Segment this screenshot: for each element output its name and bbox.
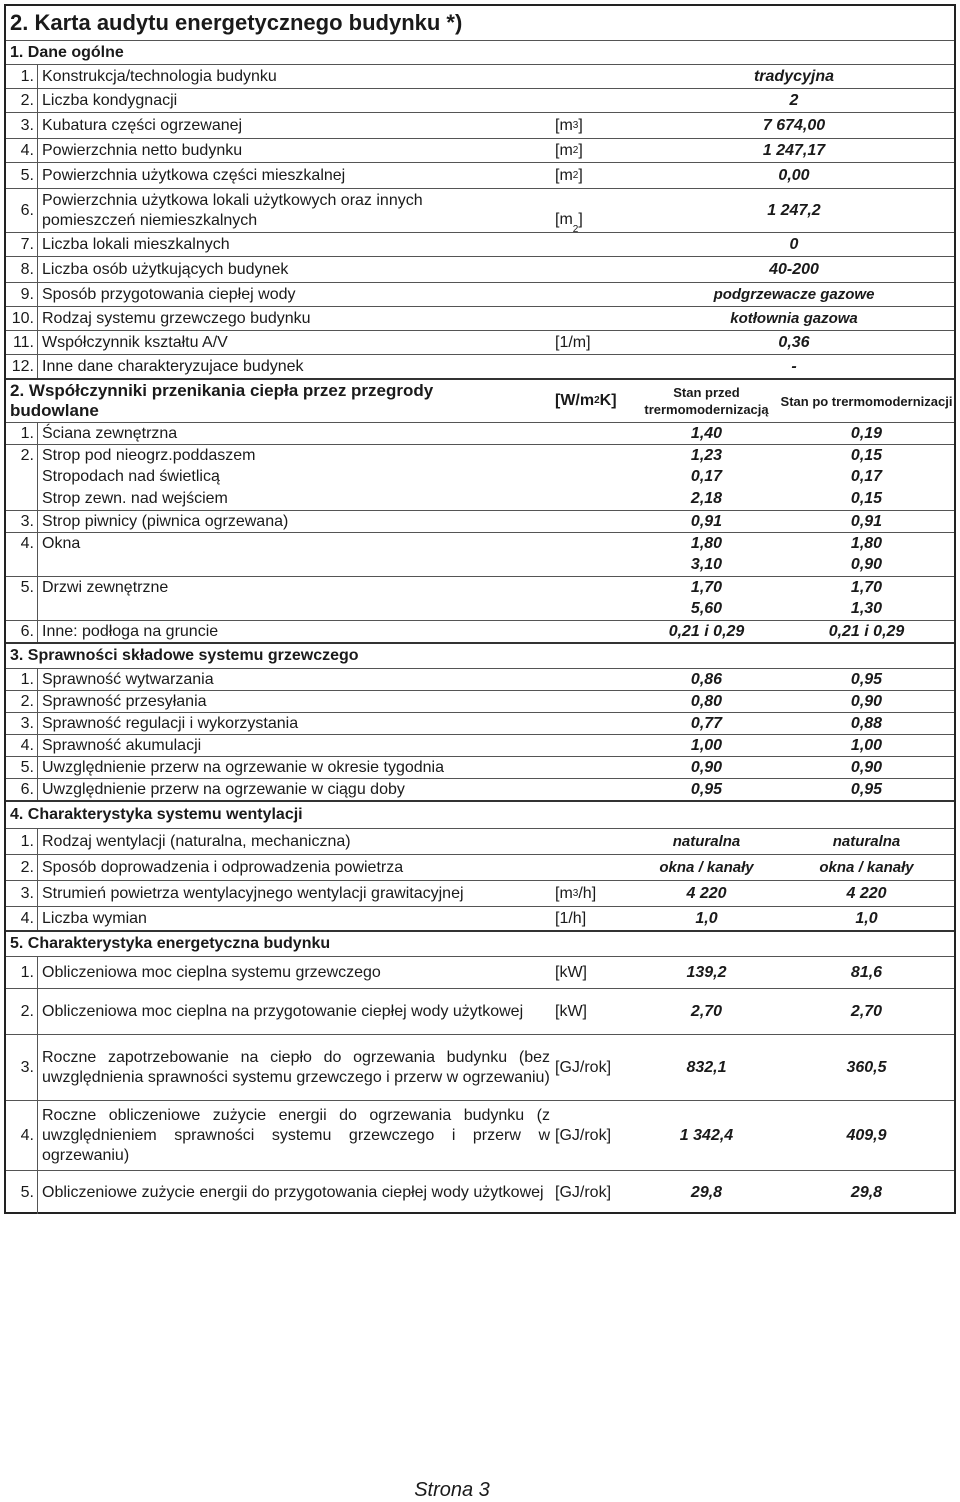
value-before: 0,80 (690, 692, 723, 710)
row-number: 4. (6, 533, 38, 554)
table-row (6, 282, 954, 306)
value-before: 0,17 (690, 468, 723, 485)
table-row (6, 1170, 954, 1214)
row-number: 4. (6, 139, 38, 162)
row-label: Uwzględnienie przerw na ogrzewanie w okresie tygodnia (42, 758, 444, 776)
table-row (6, 620, 954, 642)
row-unit: [m 2 ] (555, 211, 583, 235)
value-after: 0,88 (850, 714, 883, 732)
row-unit: [m 3 ] (555, 116, 583, 134)
row-unit: [GJ/rok] (555, 1183, 612, 1201)
value-before: 1,23 (690, 446, 723, 464)
value-before: 1,80 (690, 534, 723, 552)
value-before: 5,60 (690, 600, 723, 617)
row-number: 9. (6, 283, 38, 306)
table-row (6, 712, 954, 734)
table-row (6, 138, 954, 162)
value-after: 81,6 (850, 963, 883, 981)
table-row (6, 988, 954, 1034)
value-after: 1,70 (850, 578, 883, 596)
table-row (6, 64, 954, 88)
row-number: 3. (6, 713, 38, 734)
row-value: 0 (789, 235, 799, 253)
row-label: Inne: podłoga na gruncie (42, 622, 219, 640)
row-number: 3. (6, 511, 38, 532)
value-after: 0,90 (850, 758, 883, 776)
row-label: Powierzchnia użytkowa lokali użytkowych oraz innych pomieszczeń niemieszkalnych (42, 191, 423, 229)
value-after: 0,95 (850, 780, 883, 798)
row-number: 7. (6, 233, 38, 256)
row-number: 4. (6, 735, 38, 756)
row-label: Uwzględnienie przerw na ogrzewanie w ciągu doby (42, 780, 405, 798)
audit-card-table (4, 4, 956, 1214)
row-label (38, 598, 550, 620)
row-label: Strop pod nieogrz.poddaszem (42, 446, 256, 464)
row-number: 5. (6, 577, 38, 598)
table-row (6, 854, 954, 880)
row-unit: [GJ/rok] (555, 1058, 612, 1076)
row-label: Strop piwnicy (piwnica ogrzewana) (42, 512, 289, 530)
section-3-heading: 3. Sprawności składowe systemu grzewczego (10, 647, 359, 664)
row-number (6, 466, 38, 488)
value-before: 832,1 (686, 1058, 727, 1076)
after-column-header: Stan po trermomodernizacji (780, 393, 953, 409)
table-row (6, 510, 954, 532)
value-after: 2,70 (850, 1002, 883, 1020)
value-before: 0,90 (690, 758, 723, 776)
row-label: Strumień powietrza wentylacyjnego wentylacji grawitacyjnej (42, 884, 464, 902)
value-before: 1,40 (690, 424, 723, 442)
row-number: 3. (6, 1035, 38, 1100)
table-row (6, 880, 954, 906)
row-label: Kubatura części ogrzewanej (42, 116, 243, 134)
value-before: 1,70 (690, 578, 723, 596)
row-number: 11. (6, 331, 38, 354)
row-label: Powierzchnia użytkowa części mieszkalnej (42, 166, 346, 184)
table-row (6, 466, 954, 488)
value-after: 0,91 (850, 512, 883, 530)
row-number: 2. (6, 855, 38, 880)
value-after: 0,90 (850, 556, 883, 573)
row-label: Inne dane charakteryzujace budynek (42, 357, 304, 375)
value-before: 1 342,4 (679, 1126, 734, 1144)
table-row (6, 734, 954, 756)
row-number: 6. (6, 621, 38, 642)
row-label: Rodzaj systemu grzewczego budynku (42, 309, 311, 327)
row-number: 1. (6, 423, 38, 444)
value-after: 0,21 i 0,29 (828, 622, 905, 640)
table-row (6, 532, 954, 554)
row-number: 2. (6, 89, 38, 112)
table-row (6, 188, 954, 235)
row-number: 5. (6, 1171, 38, 1214)
page-number: Strona 3 (414, 1479, 490, 1501)
section-1-heading: 1. Dane ogólne (10, 43, 124, 61)
value-after: 409,9 (846, 1126, 887, 1144)
value-after: 29,8 (850, 1183, 883, 1201)
row-label: Ściana zewnętrzna (42, 424, 178, 442)
row-value: podgrzewacze gazowe (713, 285, 875, 303)
row-number: 5. (6, 757, 38, 778)
row-number: 3. (6, 881, 38, 906)
row-value: 0,36 (778, 333, 810, 351)
value-before: 2,70 (690, 1002, 723, 1020)
row-unit: [m 2 ] (555, 166, 583, 184)
value-after: 0,95 (850, 670, 883, 688)
row-label: Sprawność przesyłania (42, 692, 207, 710)
row-number (6, 554, 38, 576)
row-value: 2 (789, 91, 799, 109)
table-row (6, 162, 954, 188)
section-heading-row (6, 800, 954, 828)
value-before: okna / kanały (659, 858, 754, 876)
row-number: 1. (6, 669, 38, 690)
table-row (6, 554, 954, 576)
value-after: 0,15 (850, 490, 883, 507)
table-row (6, 956, 954, 988)
table-row (6, 828, 954, 854)
unit-header: [W/m 2 K] (555, 392, 617, 409)
value-after: 0,90 (850, 692, 883, 710)
table-row (6, 756, 954, 778)
value-after: 1,30 (850, 600, 883, 617)
row-number (6, 598, 38, 620)
table-row (6, 598, 954, 620)
table-row (6, 690, 954, 712)
row-label: Liczba wymian (42, 909, 147, 927)
document-title: 2. Karta audytu energetycznego budynku *) (10, 10, 463, 35)
row-label: Rodzaj wentylacji (naturalna, mechaniczna) (42, 832, 351, 850)
row-label: Liczba lokali mieszkalnych (42, 235, 230, 253)
section-heading-row (6, 930, 954, 956)
row-label: Sprawność wytwarzania (42, 670, 214, 688)
row-number: 1. (6, 829, 38, 854)
section-2-heading: 2. Współczynniki przenikania ciepła przez przegrody budowlane (10, 381, 434, 420)
value-before: 1,0 (695, 909, 718, 927)
section-heading-row (6, 40, 954, 64)
value-before: 0,86 (690, 670, 723, 688)
value-after: okna / kanały (819, 858, 914, 876)
row-label: Sposób doprowadzenia i odprowadzenia powietrza (42, 858, 404, 876)
row-value: kotłownia gazowa (730, 309, 858, 327)
row-label: Obliczeniowa moc cieplna na przygotowanie ciepłej wody użytkowej (42, 1002, 524, 1020)
row-number: 6. (6, 779, 38, 800)
row-unit: [1/h] (555, 909, 587, 927)
row-number: 4. (6, 1101, 38, 1170)
row-number: 5. (6, 163, 38, 188)
section-heading-row (6, 642, 954, 668)
table-row (6, 88, 954, 112)
row-number: 8. (6, 257, 38, 282)
row-label: Konstrukcja/technologia budynku (42, 67, 277, 85)
row-value: 1 247,17 (762, 141, 826, 159)
row-number: 1. (6, 65, 38, 88)
row-value: 1 247,2 (767, 201, 821, 219)
value-before: 1,00 (690, 736, 723, 754)
value-after: 4 220 (846, 884, 887, 902)
table-row (6, 232, 954, 256)
row-label: Sposób przygotowania ciepłej wody (42, 285, 296, 303)
value-after: 1,0 (855, 909, 878, 927)
title-row (6, 6, 954, 40)
value-before: 0,91 (690, 512, 723, 530)
table-row (6, 306, 954, 330)
row-label: Drzwi zewnętrzne (42, 578, 169, 596)
value-before: naturalna (672, 832, 741, 850)
table-row (6, 576, 954, 598)
section-5-heading: 5. Charakterystyka energetyczna budynku (10, 935, 331, 952)
row-unit: [kW] (555, 963, 587, 981)
value-before: 0,95 (690, 780, 723, 798)
row-number (6, 488, 38, 510)
row-number: 2. (6, 989, 38, 1034)
row-label: Powierzchnia netto budynku (42, 141, 243, 159)
table-row (6, 330, 954, 354)
value-before: 0,77 (690, 714, 723, 732)
row-label (38, 554, 550, 576)
section-4-heading: 4. Charakterystyka systemu wentylacji (10, 806, 303, 823)
row-label: Liczba osób użytkujących budynek (42, 260, 289, 278)
row-value: tradycyjna (753, 67, 835, 85)
value-after: 1,00 (850, 736, 883, 754)
value-before: 3,10 (690, 556, 723, 573)
row-number: 4. (6, 907, 38, 930)
before-column-header: Stan przed trermomodernizacją (644, 385, 769, 417)
value-after: 1,80 (850, 534, 883, 552)
row-number: 2. (6, 445, 38, 466)
row-unit: [1/m] (555, 333, 591, 351)
value-after: 0,17 (850, 468, 883, 485)
row-label: Strop zewn. nad wejściem (42, 490, 228, 507)
table-row (6, 354, 954, 378)
row-value: 40-200 (769, 260, 819, 278)
row-label: Sprawność akumulacji (42, 736, 202, 754)
table-row (6, 256, 954, 282)
value-before: 0,21 i 0,29 (668, 622, 745, 640)
table-row (6, 488, 954, 510)
value-after: 0,19 (850, 424, 883, 442)
row-value: 0,00 (778, 166, 810, 184)
table-row (6, 668, 954, 690)
row-label: Sprawność regulacji i wykorzystania (42, 714, 299, 732)
row-number: 2. (6, 691, 38, 712)
row-number: 6. (6, 189, 38, 232)
table-row (6, 778, 954, 800)
row-number: 1. (6, 957, 38, 988)
value-after: naturalna (832, 832, 901, 850)
section-heading-row (6, 378, 954, 422)
table-row (6, 422, 954, 444)
row-value: 7 674,00 (762, 116, 826, 134)
table-row (6, 906, 954, 930)
row-label: Współczynnik kształtu A/V (42, 333, 228, 351)
row-label: Liczba kondygnacji (42, 91, 178, 109)
row-label: Okna (42, 534, 81, 552)
value-before: 29,8 (690, 1183, 723, 1201)
value-before: 4 220 (686, 884, 727, 902)
row-label: Stropodach nad świetlicą (42, 468, 220, 485)
row-unit: [m 2 ] (555, 141, 583, 159)
row-number: 10. (6, 307, 38, 330)
row-label: Obliczeniowe zużycie energii do przygotowania ciepłej wody użytkowej (42, 1183, 544, 1201)
table-row (6, 1034, 954, 1100)
value-after: 0,15 (850, 446, 883, 464)
row-number: 3. (6, 113, 38, 138)
value-before: 2,18 (690, 490, 723, 507)
table-row (6, 1100, 954, 1170)
row-unit: [kW] (555, 1002, 587, 1020)
row-number: 12. (6, 355, 38, 378)
row-unit: [GJ/rok] (555, 1126, 612, 1144)
row-label: Roczne zapotrzebowanie na ciepło do ogrzewania budynku (bez uwzględnienia sprawności systemu grzewczego i przerw w ogrzewaniu) (42, 1048, 550, 1086)
value-after: 360,5 (846, 1058, 887, 1076)
table-row (6, 444, 954, 466)
row-label: Roczne obliczeniowe zużycie energii do ogrzewania budynku (z uwzględnieniem sprawności systemu grzewczego i przerw w ogrzewaniu) (42, 1106, 550, 1164)
row-label: Obliczeniowa moc cieplna systemu grzewczego (42, 963, 381, 981)
row-unit: [m 3 /h] (555, 884, 597, 902)
row-value: - (791, 357, 797, 375)
table-row (6, 112, 954, 138)
value-before: 139,2 (686, 963, 727, 981)
